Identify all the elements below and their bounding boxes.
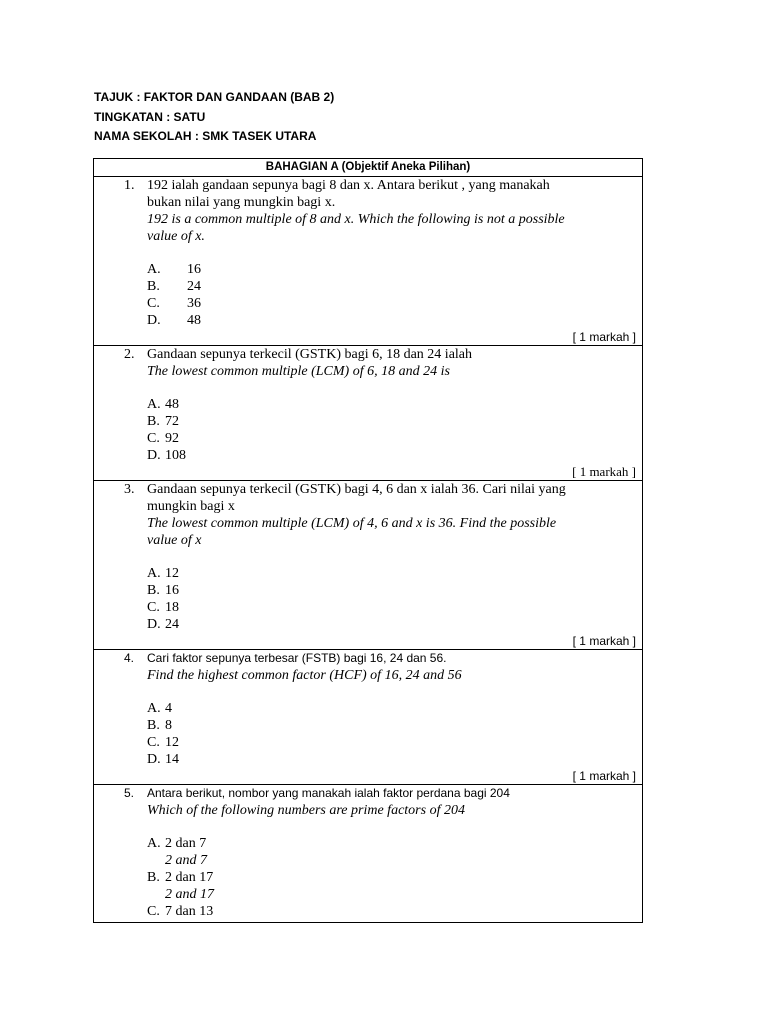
option-label: D. <box>147 752 161 767</box>
question-text-en: Find the highest common factor (HCF) of 16, 24 and 56 <box>147 668 462 683</box>
question-text-en: The lowest common multiple (LCM) of 4, 6 and x is 36. Find the possible <box>147 516 557 531</box>
question-text-ms: Gandaan sepunya terkecil (GSTK) bagi 4, 6 dan x ialah 36. Cari nilai yang <box>147 482 566 497</box>
option-value: 2 dan 7 <box>165 836 207 851</box>
question-text-ms: Antara berikut, nombor yang manakah ialah faktor perdana bagi 204 <box>147 786 510 800</box>
option-label: A. <box>147 836 161 851</box>
option-label: C. <box>147 600 160 615</box>
option-b <box>94 717 642 734</box>
question-text-en: The lowest common multiple (LCM) of 6, 18 and 24 is <box>147 364 450 379</box>
document-header <box>94 88 334 147</box>
option-b <box>94 278 642 295</box>
option-c <box>94 903 642 920</box>
option-label: C. <box>147 904 160 919</box>
question-text-ms: bukan nilai yang mungkin bagi x. <box>147 195 336 210</box>
option-value: 92 <box>165 431 179 446</box>
school-name: NAMA SEKOLAH : SMK TASEK UTARA <box>94 129 317 143</box>
marks-label: [ 1 markah ] <box>572 769 636 783</box>
option-label: C. <box>147 296 160 311</box>
question-text-ms: Cari faktor sepunya terbesar (FSTB) bagi 16, 24 dan 56. <box>147 651 447 665</box>
option-c <box>94 430 642 447</box>
marks-label: [ 1 markah ] <box>572 464 636 479</box>
question-5 <box>94 785 642 922</box>
option-label: D. <box>147 313 161 328</box>
question-text-ms: mungkin bagi x <box>147 499 235 514</box>
option-value: 4 <box>165 701 172 716</box>
question-text-ms: 192 ialah gandaan sepunya bagi 8 dan x. Antara berikut , yang manakah <box>147 178 550 193</box>
option-label: B. <box>147 279 160 294</box>
option-label: D. <box>147 617 161 632</box>
option-d <box>94 616 642 633</box>
option-label: A. <box>147 262 161 277</box>
question-number: 5. <box>124 786 135 800</box>
option-value: 18 <box>165 600 179 615</box>
option-label: C. <box>147 735 160 750</box>
option-value-en: 2 and 7 <box>165 853 207 868</box>
option-a <box>94 261 642 278</box>
option-value: 48 <box>187 313 201 328</box>
question-2 <box>94 346 642 481</box>
question-text-en: Which of the following numbers are prime factors of 204 <box>147 803 465 818</box>
option-c <box>94 734 642 751</box>
option-d <box>94 312 642 329</box>
option-b <box>94 582 642 599</box>
option-b <box>94 413 642 430</box>
question-number: 2. <box>124 347 135 362</box>
question-4 <box>94 650 642 785</box>
option-a <box>94 396 642 413</box>
question-text-en: 192 is a common multiple of 8 and x. Which the following is not a possible <box>147 212 565 227</box>
question-number: 3. <box>124 482 135 497</box>
option-b <box>94 869 642 886</box>
option-value: 12 <box>165 566 179 581</box>
option-value: 36 <box>187 296 201 311</box>
question-number: 4. <box>124 651 135 665</box>
option-label: A. <box>147 397 161 412</box>
option-label: C. <box>147 431 160 446</box>
option-c <box>94 599 642 616</box>
option-value-en: 2 and 17 <box>165 887 214 902</box>
marks-label: [ 1 markah ] <box>572 634 636 648</box>
option-a <box>94 700 642 717</box>
option-value: 14 <box>165 752 179 767</box>
option-d <box>94 447 642 464</box>
question-text-ms: Gandaan sepunya terkecil (GSTK) bagi 6, 18 dan 24 ialah <box>147 347 473 362</box>
question-table <box>93 158 643 923</box>
option-label: B. <box>147 583 160 598</box>
option-value: 24 <box>187 279 201 294</box>
question-text-en: value of x <box>147 533 202 548</box>
option-value: 12 <box>165 735 179 750</box>
option-d <box>94 751 642 768</box>
option-value: 108 <box>165 448 186 463</box>
option-value: 2 dan 17 <box>165 870 214 885</box>
level-line: TINGKATAN : SATU <box>94 109 206 124</box>
option-value: 24 <box>165 617 179 632</box>
question-number: 1. <box>124 178 135 193</box>
option-label: B. <box>147 414 160 429</box>
option-value: 48 <box>165 397 179 412</box>
topic-title: TAJUK : FAKTOR DAN GANDAAN (BAB 2) <box>94 90 335 104</box>
question-text-en: value of x. <box>147 229 205 244</box>
option-label: B. <box>147 870 160 885</box>
section-title: BAHAGIAN A (Objektif Aneka Pilihan) <box>94 159 642 177</box>
option-c <box>94 295 642 312</box>
option-value: 16 <box>187 262 201 277</box>
option-value: 8 <box>165 718 172 733</box>
option-a <box>94 835 642 852</box>
question-3 <box>94 481 642 650</box>
question-list <box>94 177 642 922</box>
option-value: 72 <box>165 414 179 429</box>
option-label: B. <box>147 718 160 733</box>
option-value: 16 <box>165 583 179 598</box>
option-a <box>94 565 642 582</box>
marks-label: [ 1 markah ] <box>572 330 636 344</box>
option-label: A. <box>147 566 161 581</box>
option-label: A. <box>147 701 161 716</box>
question-1 <box>94 177 642 346</box>
option-value: 7 dan 13 <box>165 904 214 919</box>
option-label: D. <box>147 448 161 463</box>
